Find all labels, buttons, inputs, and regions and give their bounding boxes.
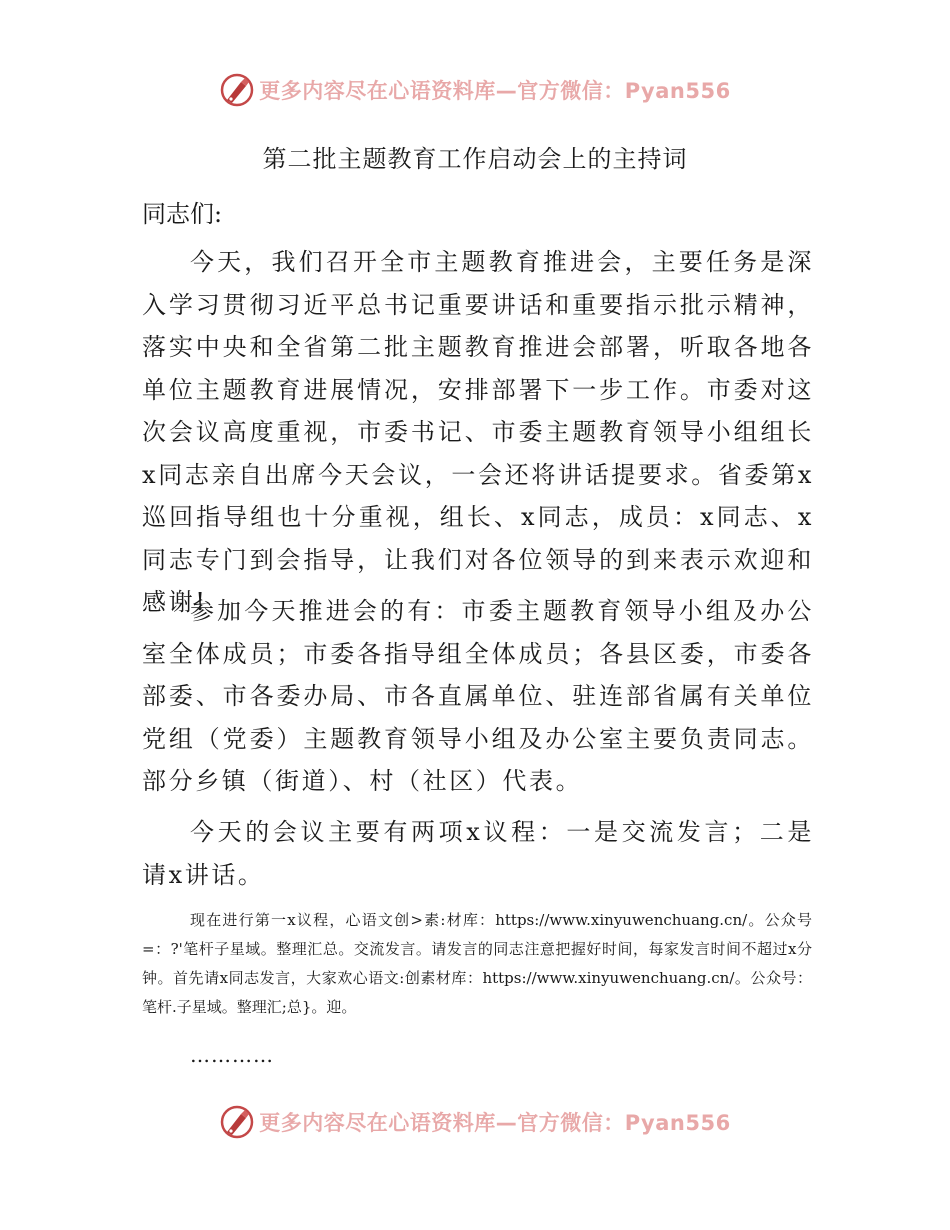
footer-banner-text: 更多内容尽在心语资料库—官方微信：Pyan556 xyxy=(259,1111,731,1135)
header-banner-text: 更多内容尽在心语资料库—官方微信：Pyan556 xyxy=(259,79,731,103)
footer-banner xyxy=(0,1100,950,1144)
small-paragraph: 现在进行第一x议程，心语文创>素:材库：https://www.xinyuwenchuang.cn/。公众号=：?'笔杆子星域。整理汇总。交流发言。请发言的同志注意把握好时间，每家发言时间不超过x分钟。首先请x同志发言，大家欢心语文:创素材库：https://www.xinyuwenchuang.cn/。公众号：笔杆.子星域。整理汇;总}。迎。 xyxy=(142,911,812,1016)
salutation: 同志们: xyxy=(142,200,223,228)
pen-nib-logo-icon xyxy=(219,1104,255,1140)
pen-nib-logo-icon xyxy=(219,72,255,108)
ellipsis: ………… xyxy=(190,1043,274,1067)
document-title: 第二批主题教育工作启动会上的主持词 xyxy=(262,145,688,173)
paragraph-2: 参加今天推进会的有：市委主题教育领导小组及办公室全体成员；市委各指导组全体成员；各县区委，市委各部委、市各委办局、市各直属单位、驻连部省属有关单位党组（党委）主题教育领导小组及办公室主要负责同志。部分乡镇（街道）、村（社区）代表。 xyxy=(142,597,814,795)
paragraph-3: 今天的会议主要有两项x议程：一是交流发言；二是请x讲话。 xyxy=(142,818,814,889)
paragraph-1: 今天，我们召开全市主题教育推进会，主要任务是深入学习贯彻习近平总书记重要讲话和重要指示批示精神，落实中央和全省第二批主题教育推进会部署，听取各地各单位主题教育进展情况，安排部署下一步工作。市委对这次会议高度重视，市委书记、市委主题教育领导小组组长x同志亲自出席今天会议，一会还将讲话提要求。省委第x巡回指导组也十分重视，组长、x同志，成员：x同志、x同志专门到会指导，让我们对各位领导的到来表示欢迎和感谢! xyxy=(142,248,814,616)
header-banner xyxy=(0,68,950,112)
